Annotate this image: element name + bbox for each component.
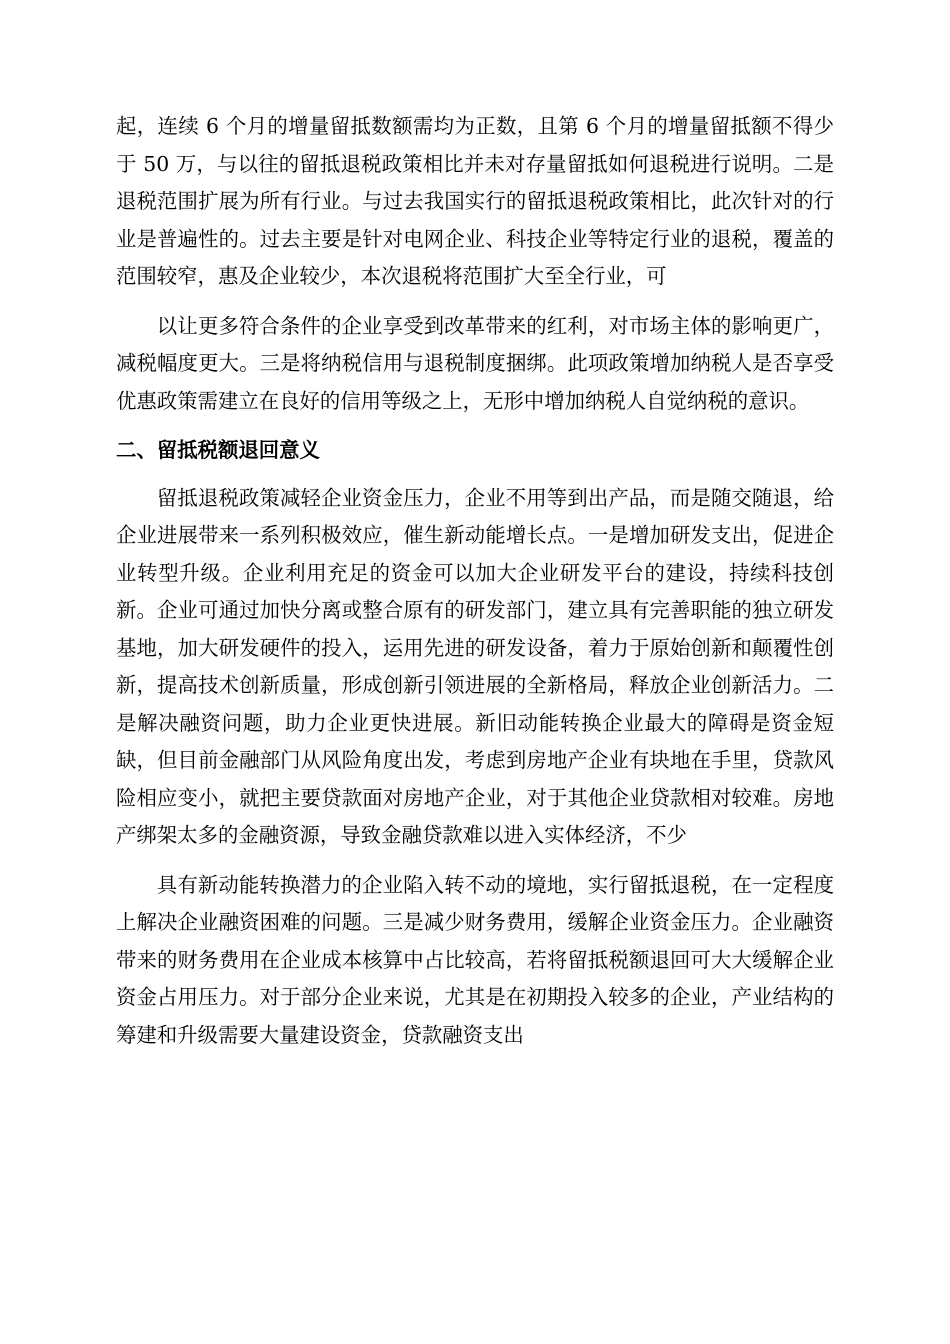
paragraph-financing: 具有新动能转换潜力的企业陷入转不动的境地，实行留抵退税，在一定程度上解决企业融资困难的问题。三是减少财务费用，缓解企业资金压力。企业融资带来的财务费用在企业成本核算中占比较高，若将留抵税额退回可大大缓解企业资金占用压力。对于部分企业来说，尤其是在初期投入较多的企业，产业结构的筹建和升级需要大量建设资金，贷款融资支出 [116,872,834,1047]
paragraph-continuation: 起，连续 6 个月的增量留抵数额需均为正数，且第 6 个月的增量留抵额不得少于 50 万，与以往的留抵退税政策相比并未对存量留抵如何退税进行说明。二是退税范围扩展为所有行业。与过去我国实行的留抵退税政策相比，此次针对的行业是普遍性的。过去主要是针对电网企业、科技企业等特定行业的退税，覆盖的范围较窄，惠及企业较少，本次退税将范围扩大至全行业，可 [116,114,834,288]
paragraph-significance: 留抵退税政策减轻企业资金压力，企业不用等到出产品，而是随交随退，给企业进展带来一系列积极效应，催生新动能增长点。一是增加研发支出，促进企业转型升级。企业利用充足的资金可以加大企业研发平台的建设，持续科技创新。企业可通过加快分离或整合原有的研发部门，建立具有完善职能的独立研发基地，加大研发硬件的投入，运用先进的研发设备，着力于原始创新和颠覆性创新，提高技术创新质量，形成创新引领进展的全新格局，释放企业创新活力。二是解决融资问题，助力企业更快进展。新旧动能转换企业最大的障碍是资金短缺，但目前金融部门从风险角度出发，考虑到房地产企业有块地在手里，贷款风险相应变小，就把主要贷款面对房地产企业，对于其他企业贷款相对较难。房地产绑架太多的金融资源，导致金融贷款难以进入实体经济，不少 [116,485,834,847]
paragraph-tax-credit: 以让更多符合条件的企业享受到改革带来的红利，对市场主体的影响更广，减税幅度更大。三是将纳税信用与退税制度捆绑。此项政策增加纳税人是否享受优惠政策需建立在良好的信用等级之上，无形中增加纳税人自觉纳税的意识。 [116,313,834,413]
document-page [116,108,834,1066]
section-heading: 二、留抵税额退回意义 [116,438,320,462]
